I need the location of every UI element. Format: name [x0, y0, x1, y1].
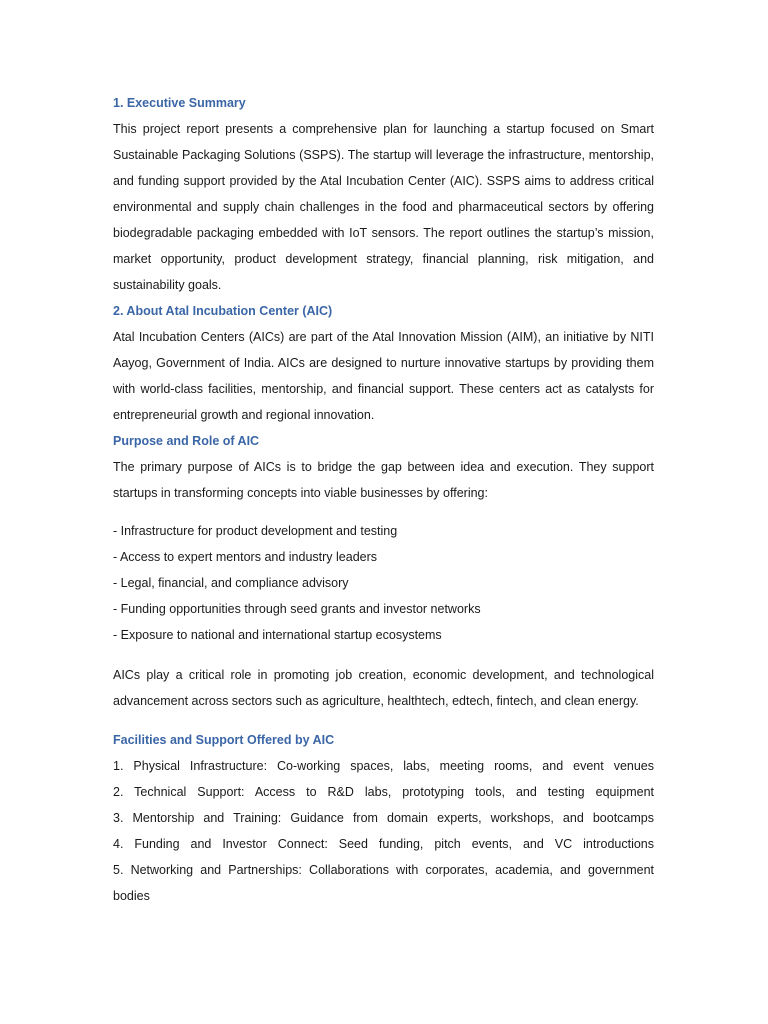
subheading-purpose-role: Purpose and Role of AIC: [113, 434, 260, 448]
list-item: 3. Mentorship and Training: Guidance from domain experts, workshops, and bootcamps: [113, 811, 654, 825]
executive-summary-paragraph: This project report presents a comprehensive plan for launching a startup focused on Smart Sustainable Packaging Solutions (SSPS). The startup will leverage the infrastructure, mentorship, and funding support provided by the Atal Incubation Center (AIC). SSPS aims to address critical environmental and supply chain challenges in the food and pharmaceutical sectors by offering biodegradable packaging embedded with IoT sensors. The report outlines the startup’s mission, market opportunity, product development strategy, financial planning, risk mitigation, and sustainability goals.: [113, 122, 654, 292]
list-item: 2. Technical Support: Access to R&D labs, prototyping tools, and testing equipment: [113, 785, 654, 799]
section-heading-executive-summary: 1. Executive Summary: [113, 96, 246, 110]
purpose-list: [113, 518, 654, 648]
section-heading-about-aic: 2. About Atal Incubation Center (AIC): [113, 304, 333, 318]
purpose-intro-paragraph: The primary purpose of AICs is to bridge the gap between idea and execution. They support startups in transforming concepts into viable businesses by offering:: [113, 460, 654, 500]
purpose-closing-paragraph: AICs play a critical role in promoting job creation, economic development, and technological advancement across sectors such as agriculture, healthtech, edtech, fintech, and clean energy.: [113, 668, 654, 708]
list-item: - Access to expert mentors and industry leaders: [113, 550, 378, 564]
list-item: 5. Networking and Partnerships: Collaborations with corporates, academia, and government bodies: [113, 863, 654, 903]
subheading-facilities: Facilities and Support Offered by AIC: [113, 733, 335, 747]
list-item: - Infrastructure for product development and testing: [113, 524, 398, 538]
list-item: - Legal, financial, and compliance advisory: [113, 576, 349, 590]
list-item: - Funding opportunities through seed grants and investor networks: [113, 602, 481, 616]
list-item: 4. Funding and Investor Connect: Seed funding, pitch events, and VC introductions: [113, 837, 654, 851]
about-aic-paragraph: Atal Incubation Centers (AICs) are part of the Atal Innovation Mission (AIM), an initiative by NITI Aayog, Government of India. AICs are designed to nurture innovative startups by providing them with world-class facilities, mentorship, and financial support. These centers act as catalysts for entrepreneurial growth and regional innovation.: [113, 330, 654, 422]
list-item: - Exposure to national and international startup ecosystems: [113, 628, 442, 642]
list-item: 1. Physical Infrastructure: Co-working spaces, labs, meeting rooms, and event venues: [113, 759, 654, 773]
facilities-list: [113, 753, 654, 909]
